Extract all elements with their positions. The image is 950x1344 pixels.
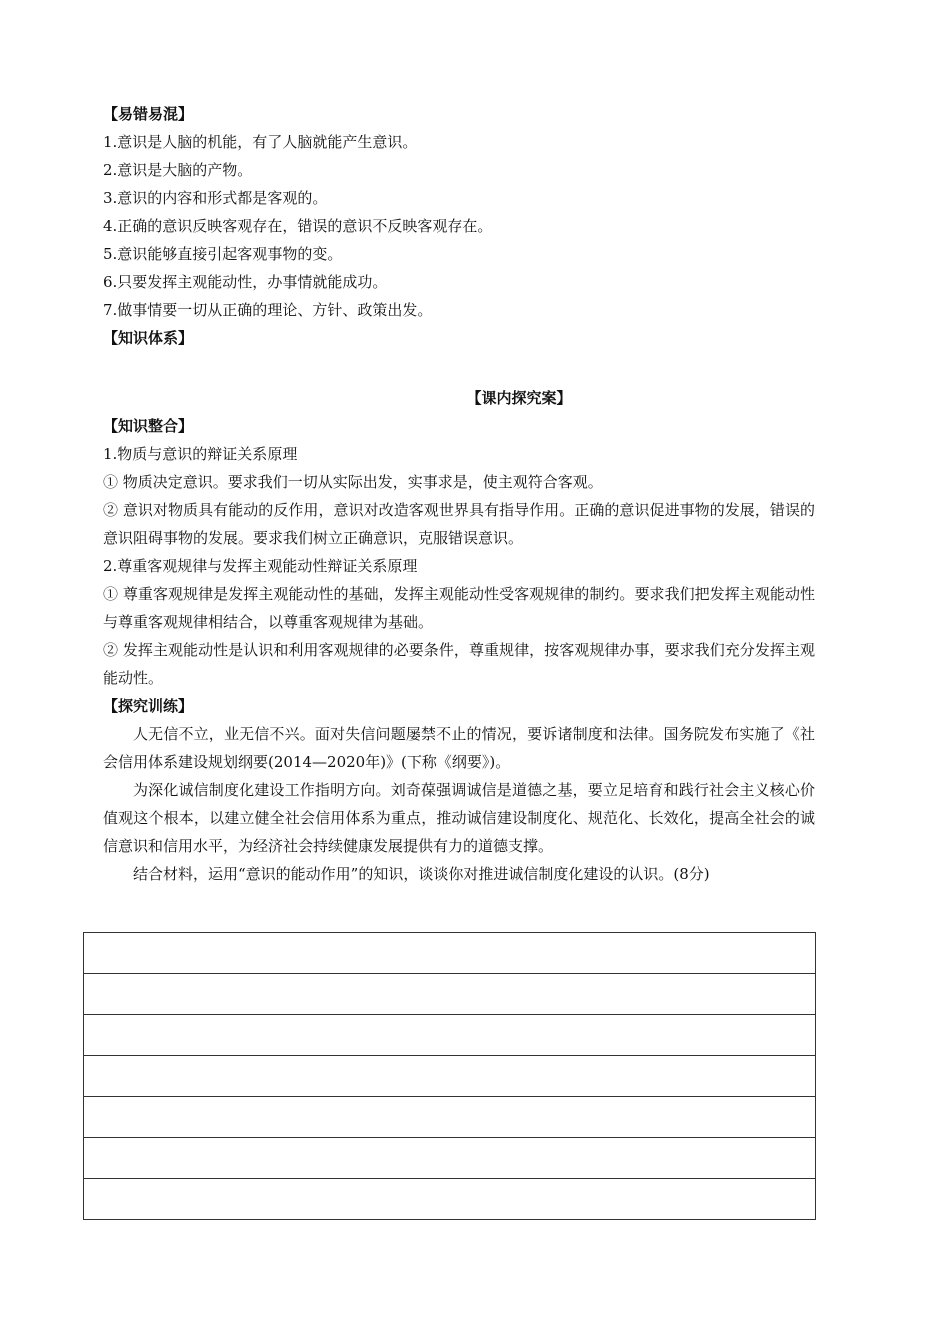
- errors-heading: 【易错易混】: [103, 105, 194, 123]
- answer-line[interactable]: [84, 1015, 815, 1056]
- answer-line[interactable]: [84, 1097, 815, 1138]
- answer-line[interactable]: [84, 1056, 815, 1097]
- answer-line[interactable]: [84, 1138, 815, 1179]
- document-page: [103, 100, 815, 888]
- principle-2-point-b: ② 发挥主观能动性是认识和利用客观规律的必要条件，尊重规律，按客观规律办事，要求我们充分发挥主观能动性。: [103, 641, 815, 687]
- error-item-5: 5.意识能够直接引起客观事物的变。: [103, 245, 343, 263]
- error-item-1: 1.意识是人脑的机能，有了人脑就能产生意识。: [103, 133, 418, 151]
- answer-line[interactable]: [84, 933, 815, 974]
- error-item-2: 2.意识是大脑的产物。: [103, 161, 253, 179]
- principle-2-point-a: ① 尊重客观规律是发挥主观能动性的基础，发挥主观能动性受客观规律的制约。要求我们把发挥主观能动性与尊重客观规律相结合，以尊重客观规律为基础。: [103, 585, 815, 631]
- error-item-3: 3.意识的内容和形式都是客观的。: [103, 189, 328, 207]
- system-heading: 【知识体系】: [103, 329, 194, 347]
- training-paragraph-2: 为深化诚信制度化建设工作指明方向。刘奇葆强调诚信是道德之基，要立足培育和践行社会主义核心价值观这个根本，以建立健全社会信用体系为重点，推动诚信建设制度化、规范化、长效化，提高全社会的诚信意识和信用水平，为经济社会持续健康发展提供有力的道德支撑。: [103, 781, 815, 855]
- principle-1-point-b: ② 意识对物质具有能动的反作用，意识对改造客观世界具有指导作用。正确的意识促进事物的发展，错误的意识阻碍事物的发展。要求我们树立正确意识，克服错误意识。: [103, 501, 815, 547]
- principle-1-title: 1.物质与意识的辩证关系原理: [103, 445, 298, 463]
- integration-heading: 【知识整合】: [103, 417, 194, 435]
- principle-2-title: 2.尊重客观规律与发挥主观能动性辩证关系原理: [103, 557, 418, 575]
- training-paragraph-1: 人无信不立，业无信不兴。面对失信问题屡禁不止的情况，要诉诸制度和法律。国务院发布实施了《社会信用体系建设规划纲要(2014—2020年)》(下称《纲要》)。: [103, 725, 815, 771]
- inquiry-title: 【课内探究案】: [466, 389, 572, 407]
- answer-line[interactable]: [84, 1179, 815, 1219]
- error-item-6: 6.只要发挥主观能动性，办事情就能成功。: [103, 273, 388, 291]
- training-question: 结合材料，运用“意识的能动作用”的知识，谈谈你对推进诚信制度化建设的认识。(8分): [133, 865, 710, 883]
- answer-box: [83, 932, 816, 1220]
- spacer: [103, 352, 815, 384]
- principle-1-point-a: ① 物质决定意识。要求我们一切从实际出发，实事求是，使主观符合客观。: [103, 473, 603, 491]
- training-heading: 【探究训练】: [103, 697, 194, 715]
- answer-line[interactable]: [84, 974, 815, 1015]
- error-item-7: 7.做事情要一切从正确的理论、方针、政策出发。: [103, 301, 433, 319]
- error-item-4: 4.正确的意识反映客观存在，错误的意识不反映客观存在。: [103, 217, 493, 235]
